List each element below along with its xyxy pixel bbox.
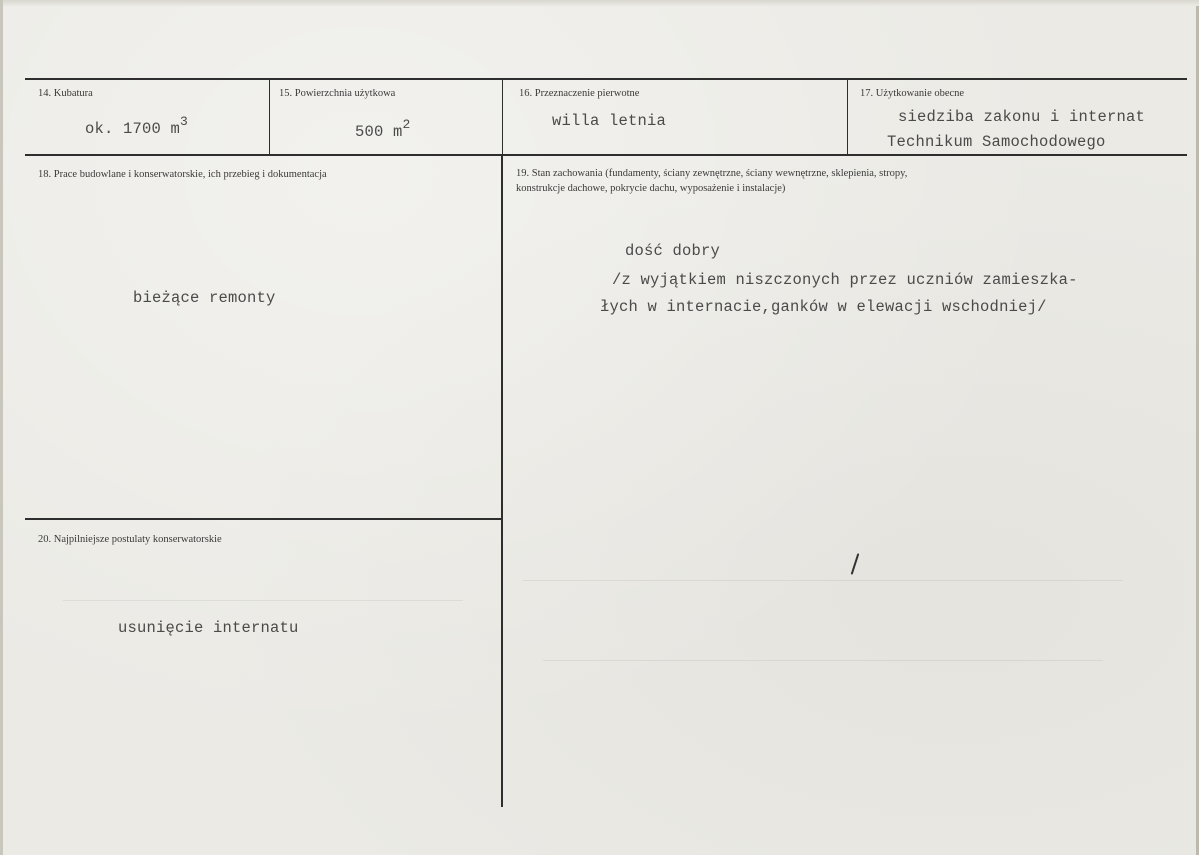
field-19-line-3: łych w internacie,ganków w elewacji wschodniej/: [600, 298, 1047, 316]
field-18-value: bieżące remonty: [133, 289, 276, 307]
paper-texture: [523, 580, 1123, 581]
field-15-value: [355, 117, 411, 142]
divider-14-15: [269, 79, 270, 155]
field-15-label: 15. Powierzchnia użytkowa: [279, 88, 396, 99]
field-17-line-1: siedziba zakonu i internat: [898, 108, 1146, 126]
field-20-label: 20. Najpilniejsze postulaty konserwatorskie: [38, 534, 222, 545]
divider-15-16: [502, 79, 503, 155]
field-18-label: 18. Prace budowlane i konserwatorskie, ich przebieg i dokumentacja: [38, 169, 327, 180]
field-19-line-2: /z wyjątkiem niszczonych przez uczniów zamieszka-: [612, 271, 1078, 289]
divider-16-17: [847, 79, 848, 155]
field-14-exponent: 3: [180, 114, 189, 129]
field-14-label: 14. Kubatura: [38, 88, 93, 99]
field-15-exponent: 2: [402, 117, 411, 132]
card-top-edge: [3, 0, 1199, 6]
top-rule: [25, 78, 1187, 80]
paper-texture: [63, 600, 463, 601]
field-20-value: usunięcie internatu: [118, 619, 299, 637]
field-17-line-2: Technikum Samochodowego: [887, 133, 1106, 151]
field-16-label: 16. Przeznaczenie pierwotne: [519, 88, 640, 99]
field-19-label-line-2: konstrukcje dachowe, pokrycie dachu, wyposażenie i instalacje): [516, 183, 786, 194]
divider-main-column: [501, 155, 503, 807]
paper-texture: [543, 660, 1103, 661]
row1-bottom-rule: [25, 154, 1187, 156]
pen-tick-mark: [851, 553, 860, 575]
field-19-line-1: dość dobry: [625, 242, 721, 260]
field-17-label: 17. Użytkowanie obecne: [860, 88, 965, 99]
field-14-value: [85, 114, 188, 139]
divider-18-20: [25, 518, 501, 520]
field-14-text: ok. 1700 m: [85, 120, 181, 139]
field-19-label-line-1: 19. Stan zachowania (fundamenty, ściany zewnętrzne, ściany wewnętrzne, sklepienia, stropy,: [516, 168, 908, 179]
field-16-value: willa letnia: [552, 112, 667, 130]
field-15-text: 500 m: [355, 123, 403, 142]
